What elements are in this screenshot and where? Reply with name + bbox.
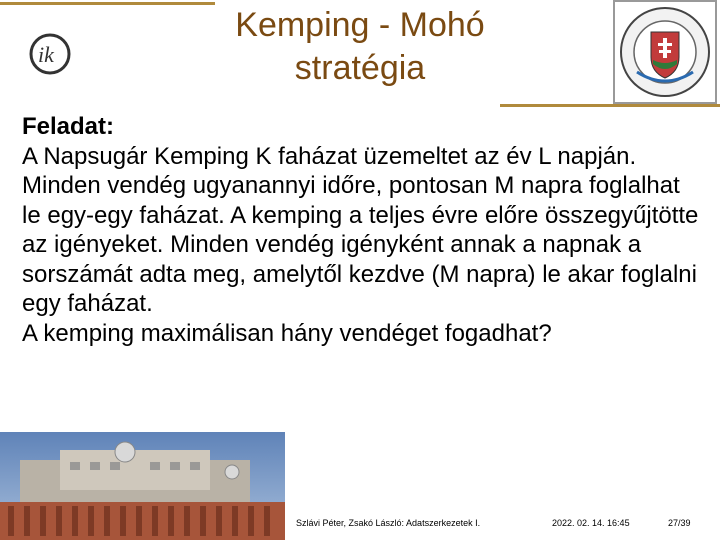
slide-title: [150, 4, 570, 90]
footer-date: 2022. 02. 14. 16:45: [552, 518, 630, 528]
campus-building-photo: [0, 432, 285, 540]
svg-text:ik: ik: [38, 42, 54, 67]
task-question: A kemping maximálisan hány vendéget fogadhat?: [22, 319, 552, 347]
task-heading: Feladat:: [22, 113, 115, 140]
footer-author: Szlávi Péter, Zsakó László: Adatszerkezetek I.: [296, 518, 481, 528]
slide-title-line2: stratégia: [294, 49, 426, 87]
task-description: A Napsugár Kemping K faházat üzemeltet az év L napján. Minden vendég ugyanannyi időre, pontosan M napra foglalhat le egy-egy faházat. A kemping a teljes évre előre összegyűjtötte az igényeket. Minden vendég igényként annak a napnak a sorszámát adta meg, amelytől kezdve (M napra) le akar foglalni egy faházat.: [22, 142, 699, 317]
footer-page-number: 27/39: [668, 518, 691, 528]
ik-logo-icon: [26, 28, 74, 80]
slide-body: [22, 112, 702, 348]
university-seal-icon: [613, 0, 717, 104]
slide-title-line1: Kemping - Mohó: [235, 6, 485, 44]
